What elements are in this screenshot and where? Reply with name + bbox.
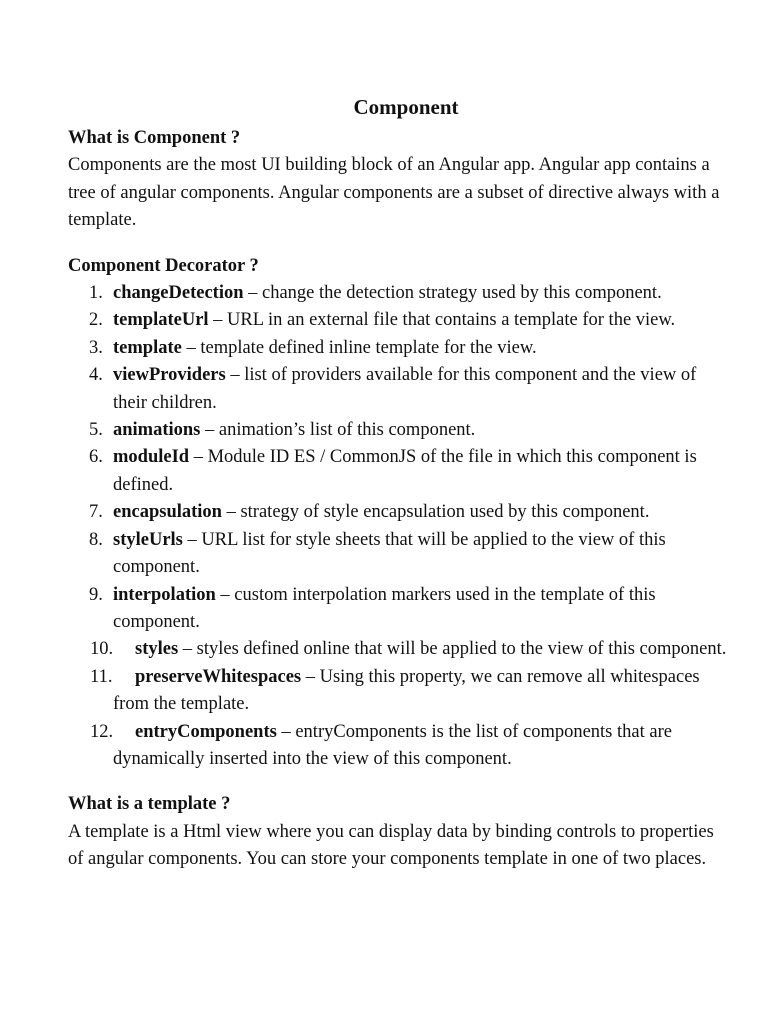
property-name: preserveWhitespaces	[135, 666, 302, 687]
property-name: animations	[113, 420, 201, 441]
section-spacer	[68, 235, 732, 253]
list-item	[68, 417, 732, 444]
list-item-number: 10.	[90, 639, 114, 660]
property-name: encapsulation	[113, 502, 222, 523]
list-item-number: 1.	[89, 283, 103, 304]
list-item	[68, 335, 732, 362]
decorator-properties-list	[68, 280, 732, 773]
property-name: entryComponents	[135, 721, 277, 742]
section-heading-component-decorator: Component Decorator ?	[68, 255, 259, 276]
list-item	[68, 499, 732, 526]
section-paragraph-what-is-template: A template is a Html view where you can display data by binding controls to properties of angular components. You can store your components template in one of two places.	[68, 821, 714, 870]
list-item-number: 5.	[89, 420, 103, 441]
property-description: – entryComponents is the list of components that are dynamically inserted into the view of this component.	[113, 721, 672, 769]
list-item	[68, 307, 732, 334]
list-item-number: 7.	[89, 502, 103, 523]
property-description: – template defined inline template for the view.	[181, 337, 537, 358]
list-item	[68, 527, 732, 582]
list-item	[68, 719, 732, 774]
property-name: template	[113, 337, 182, 358]
section-heading-what-is-component: What is Component ?	[68, 128, 241, 148]
list-item	[68, 280, 732, 307]
property-description: – strategy of style encapsulation used by this component.	[221, 502, 650, 523]
property-name: moduleId	[113, 447, 190, 468]
section-paragraph-what-is-component: Components are the most UI building block of an Angular app. Angular app contains a tree of angular components. Angular components are a subset of directive always with a template.	[68, 155, 720, 231]
list-item	[68, 664, 732, 719]
list-item	[68, 582, 732, 637]
list-item-number: 6.	[89, 447, 103, 468]
list-item	[68, 636, 732, 663]
property-description: – animation’s list of this component.	[200, 420, 476, 441]
section-heading-what-is-template: What is a template ?	[68, 794, 231, 815]
property-name: changeDetection	[113, 283, 244, 304]
list-item	[68, 444, 732, 499]
property-description: – list of providers available for this component and the view of their children.	[113, 365, 697, 413]
property-name: styleUrls	[113, 529, 183, 550]
property-description: – URL in an external file that contains a template for the view.	[208, 310, 676, 331]
section-spacer	[68, 773, 732, 791]
property-description: – Using this property, we can remove all whitespaces from the template.	[113, 666, 700, 715]
list-item-number: 8.	[89, 529, 103, 550]
list-item-number: 9.	[89, 584, 103, 605]
property-description: – Module ID ES / CommonJS of the file in which this component is defined.	[113, 447, 697, 495]
property-name: interpolation	[113, 584, 216, 605]
list-item-number: 3.	[89, 337, 103, 358]
property-description: – styles defined online that will be applied to the view of this component.	[178, 639, 727, 660]
list-item-number: 11.	[90, 666, 113, 687]
page-title: Component	[353, 95, 459, 119]
property-description: – custom interpolation markers used in the template of this component.	[113, 584, 656, 632]
property-name: styles	[135, 639, 179, 660]
property-description: – change the detection strategy used by this component.	[243, 283, 662, 304]
list-item-number: 12.	[90, 721, 114, 742]
document-page	[68, 92, 732, 874]
property-name: viewProviders	[113, 365, 226, 386]
list-item-number: 4.	[89, 365, 103, 386]
list-item	[68, 362, 732, 417]
property-name: templateUrl	[113, 310, 209, 331]
list-item-number: 2.	[89, 310, 103, 331]
property-description: – URL list for style sheets that will be applied to the view of this component.	[113, 529, 666, 578]
